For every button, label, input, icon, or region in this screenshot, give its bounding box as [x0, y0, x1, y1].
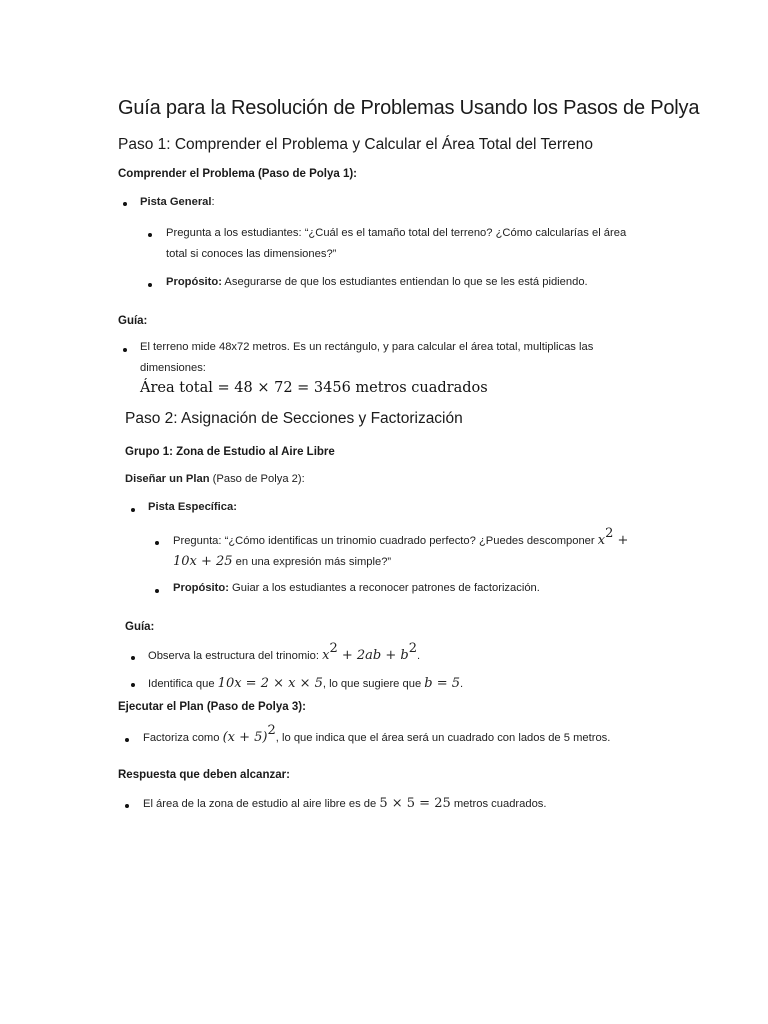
- math-plus: +: [613, 533, 629, 548]
- bullet: [125, 738, 129, 742]
- disenar-rest: (Paso de Polya 2):: [209, 473, 305, 485]
- bullet: [123, 348, 127, 352]
- guia2-item2-text: Identifica que: [148, 678, 218, 690]
- guia2-item1-text: Observa la estructura del trinomio:: [148, 650, 323, 662]
- pregunta-line1: Pregunta a los estudiantes: “¿Cuál es el tamaño total del terreno? ¿Cómo calcularías el área: [166, 227, 627, 239]
- guia2-item2-mid: , lo que sugiere que: [322, 678, 425, 690]
- disenar-label: Diseñar un Plan: [125, 473, 210, 485]
- proposito2-label: Propósito:: [173, 582, 229, 594]
- bullet: [148, 283, 152, 287]
- guia-line2: dimensiones:: [140, 362, 206, 374]
- math-5x5: 5 × 5 = 25: [379, 796, 451, 811]
- bullet: [148, 233, 152, 237]
- pregunta-line2: total si conoces las dimensiones?”: [166, 248, 337, 260]
- period: .: [460, 678, 464, 690]
- guia-label: Guía:: [118, 315, 148, 327]
- guia2-label: Guía:: [125, 621, 155, 633]
- pregunta2-line2: [173, 554, 391, 569]
- bullet: [123, 202, 127, 206]
- math-x: x: [597, 533, 606, 548]
- bullet: [125, 804, 129, 808]
- bullet: [131, 683, 135, 687]
- paso1-heading: Paso 1: Comprender el Problema y Calcular el Área Total del Terreno: [118, 136, 594, 153]
- grupo-heading: Grupo 1: Zona de Estudio al Aire Libre: [125, 446, 335, 458]
- pista-general-label: Pista General: [140, 196, 212, 208]
- proposito-item: [166, 276, 588, 288]
- respuesta-item: [143, 796, 547, 811]
- math-x-plus-5: (x + 5): [222, 730, 268, 745]
- bullet: [131, 656, 135, 660]
- respuesta-text: El área de la zona de estudio al aire libre es de: [143, 798, 380, 810]
- math-b-eq-5: b = 5: [424, 676, 461, 691]
- math-exponent: 2: [329, 641, 338, 657]
- math-10x-25: 10x + 25: [173, 554, 233, 569]
- disenar-heading: [125, 473, 305, 485]
- bullet: [155, 541, 159, 545]
- proposito-text: Asegurarse de que los estudiantes entiendan lo que se les está pidiendo.: [221, 276, 588, 288]
- math-10x-eq: 10x = 2 × x × 5: [217, 676, 323, 691]
- guia2-item2: [148, 676, 463, 691]
- respuesta-end: metros cuadrados.: [450, 798, 547, 810]
- pregunta2-line1: [173, 526, 629, 548]
- period: .: [417, 650, 421, 662]
- pista-especifica-label: Pista Específica:: [148, 501, 237, 513]
- factoriza-text: Factoriza como: [143, 732, 223, 744]
- pista-general-colon: :: [211, 196, 215, 208]
- math-2ab-b: + 2ab + b: [337, 648, 409, 663]
- area-formula: Área total = 48 × 72 = 3456 metros cuadrados: [140, 380, 488, 396]
- paso2-heading: Paso 2: Asignación de Secciones y Factorización: [125, 410, 463, 427]
- proposito-label: Propósito:: [166, 276, 222, 288]
- paso1-subheading: Comprender el Problema (Paso de Polya 1):: [118, 168, 358, 180]
- bullet: [131, 508, 135, 512]
- math-exponent: 2: [408, 641, 417, 657]
- ejecutar-heading: Ejecutar el Plan (Paso de Polya 3):: [118, 701, 306, 713]
- math-exponent: 2: [605, 526, 614, 542]
- pregunta2-text2: en una expresión más simple?”: [232, 556, 392, 568]
- factoriza-rest: , lo que indica que el área será un cuadrado con lados de 5 metros.: [275, 732, 611, 744]
- guia2-item1: [148, 641, 421, 663]
- bullet: [155, 589, 159, 593]
- proposito2-text: Guiar a los estudiantes a reconocer patrones de factorización.: [228, 582, 540, 594]
- proposito2-item: [173, 582, 540, 594]
- factoriza-item: [143, 723, 611, 745]
- pista-general-item: [140, 196, 215, 208]
- respuesta-heading: Respuesta que deben alcanzar:: [118, 769, 290, 781]
- guia-line1: El terreno mide 48x72 metros. Es un rectángulo, y para calcular el área total, multiplicas las: [140, 341, 594, 353]
- document-title: Guía para la Resolución de Problemas Usando los Pasos de Polya: [118, 97, 700, 119]
- math-exponent: 2: [267, 723, 276, 739]
- pregunta2-text: Pregunta: “¿Cómo identificas un trinomio cuadrado perfecto? ¿Puedes descomponer: [173, 535, 598, 547]
- math-x2: x: [322, 648, 330, 663]
